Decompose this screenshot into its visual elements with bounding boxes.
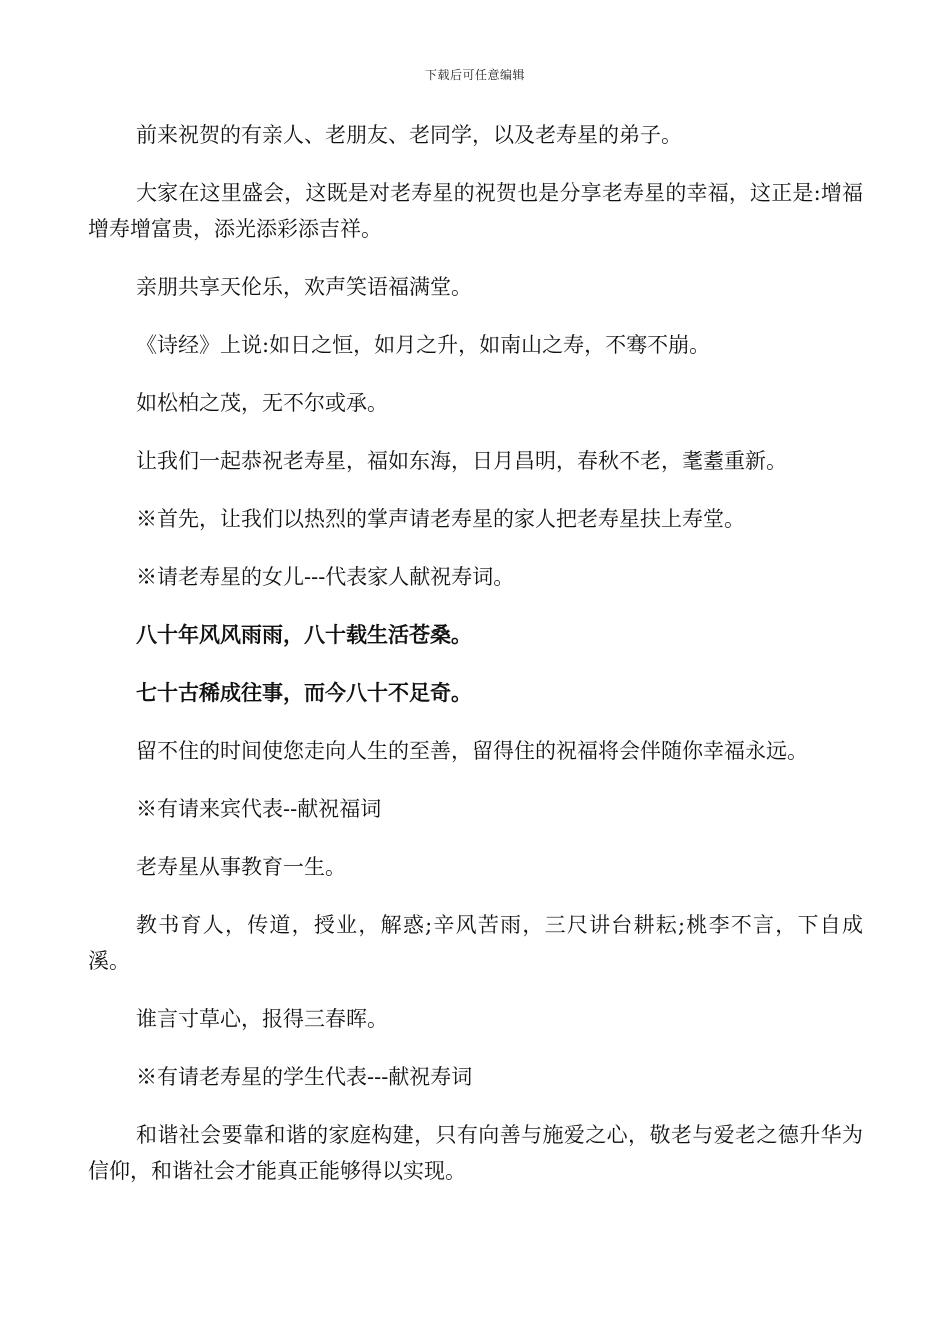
paragraph: 留不住的时间使您走向人生的至善，留得住的祝福将会伴随你幸福永远。 bbox=[136, 739, 808, 763]
paragraph: ※请老寿星的女儿---代表家人献祝寿词。 bbox=[136, 565, 515, 589]
bold-paragraph: 八十年风风雨雨，八十载生活苍桑。 bbox=[136, 623, 472, 647]
paragraph: ※有请老寿星的学生代表---献祝寿词 bbox=[136, 1065, 473, 1089]
paragraph: ※首先，让我们以热烈的掌声请老寿星的家人把老寿星扶上寿堂。 bbox=[136, 507, 745, 531]
document-body bbox=[88, 117, 863, 1211]
paragraph: ※有请来宾代表--献祝福词 bbox=[136, 797, 382, 821]
bold-paragraph: 七十古稀成往事，而今八十不足奇。 bbox=[136, 681, 472, 705]
paragraph: 谁言寸草心，报得三春晖。 bbox=[136, 1007, 388, 1031]
paragraph: 亲朋共享天伦乐，欢声笑语福满堂。 bbox=[136, 275, 472, 299]
paragraph: 《诗经》上说:如日之恒，如月之升，如南山之寿，不骞不崩。 bbox=[136, 333, 711, 357]
paragraph: 教书育人，传道，授业，解惑;辛风苦雨，三尺讲台耕耘;桃李不言，下自成溪。 bbox=[88, 913, 863, 973]
page-header-note: 下载后可任意编辑 bbox=[424, 68, 525, 82]
paragraph: 如松柏之茂，无不尔或承。 bbox=[136, 391, 388, 415]
paragraph: 大家在这里盛会，这既是对老寿星的祝贺也是分享老寿星的幸福，这正是:增福增寿增富贵，添光添彩添吉祥。 bbox=[88, 181, 863, 241]
paragraph: 让我们一起恭祝老寿星，福如东海，日月昌明，春秋不老，耄耋重新。 bbox=[136, 449, 787, 473]
paragraph: 前来祝贺的有亲人、老朋友、老同学，以及老寿星的弟子。 bbox=[136, 123, 682, 147]
paragraph: 和谐社会要靠和谐的家庭构建，只有向善与施爱之心，敬老与爱老之德升华为信仰，和谐社会才能真正能够得以实现。 bbox=[88, 1123, 863, 1183]
paragraph: 老寿星从事教育一生。 bbox=[136, 855, 346, 879]
